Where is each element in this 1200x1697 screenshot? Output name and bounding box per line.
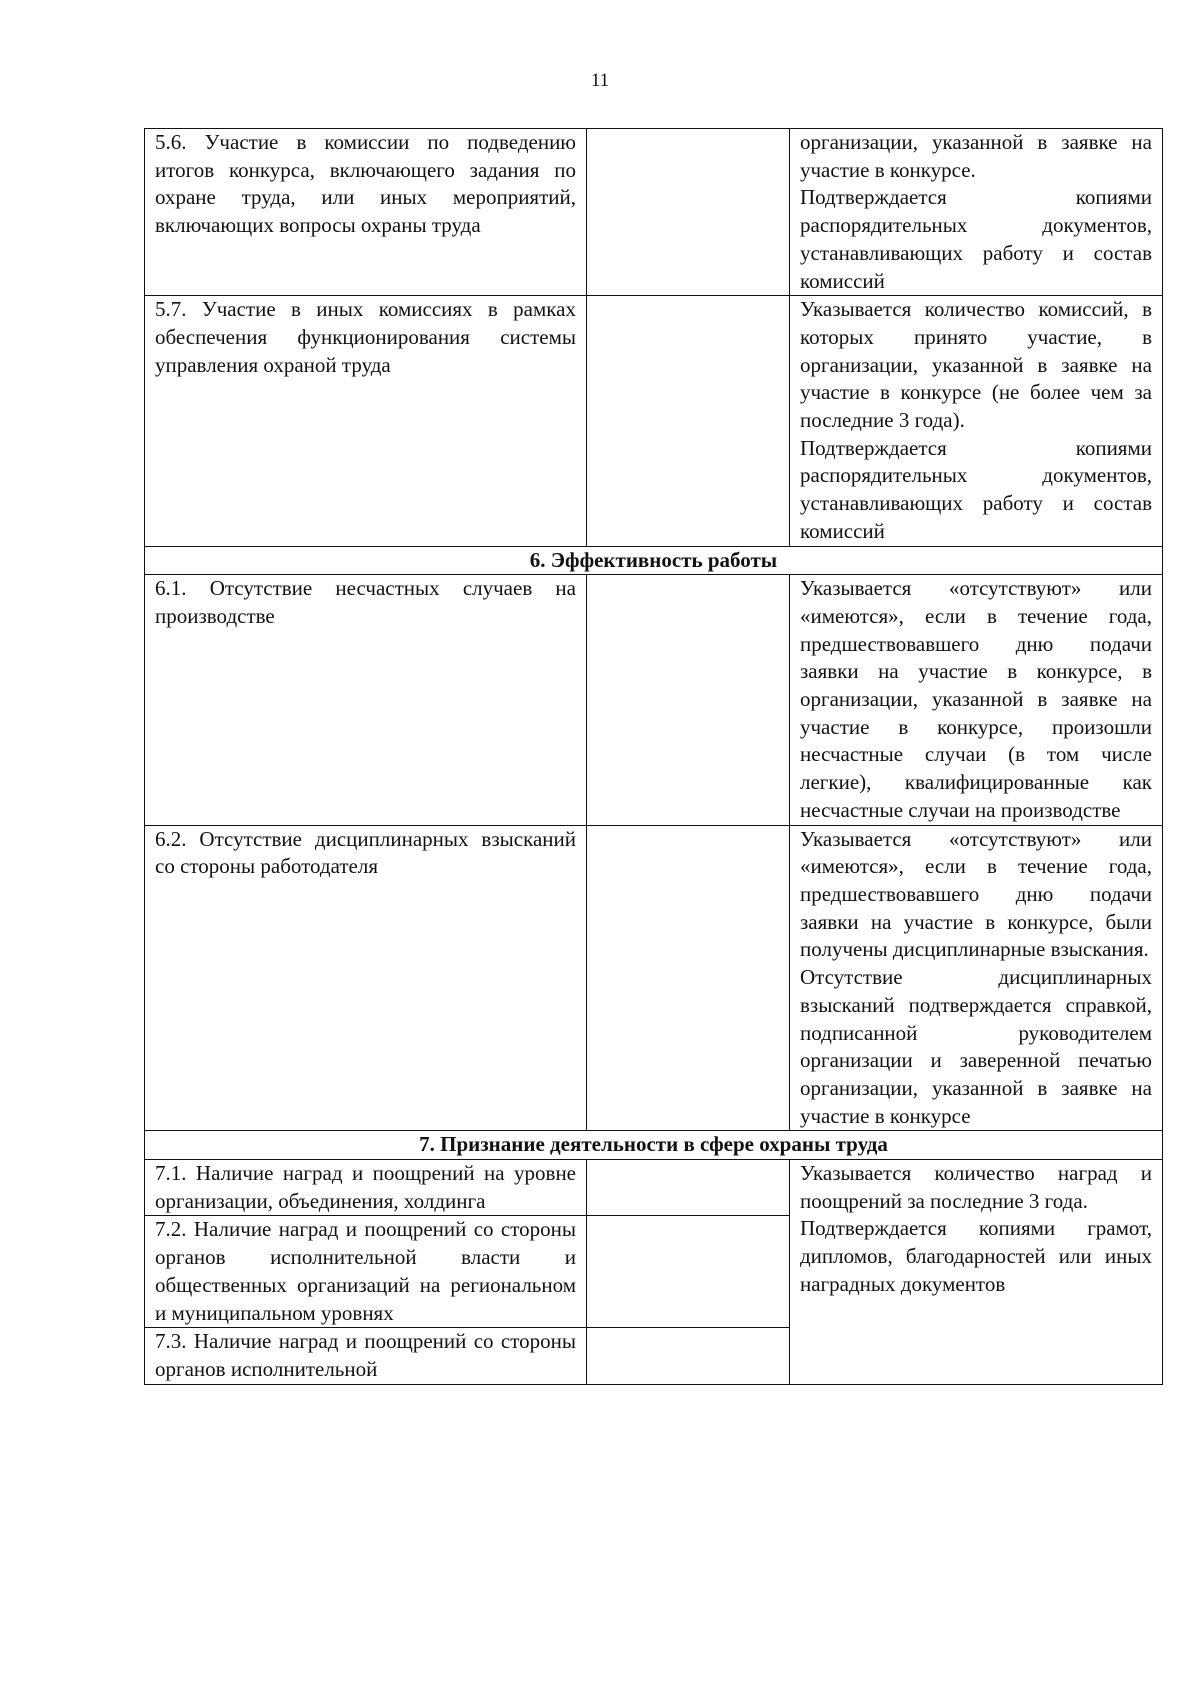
section-heading-row: [145, 546, 1163, 575]
table-row: [145, 296, 1163, 546]
table-row: [145, 1160, 1163, 1216]
page-number: 11: [590, 70, 610, 91]
criterion-cell: 5.7. Участие в иных комиссиях в рамках обеспечения функционирования системы управления охраной труда: [145, 296, 587, 546]
note-paragraph: Подтверждается копиями распорядительных документов, устанавливающих работу и состав комиссий: [800, 185, 1152, 293]
note-cell: [790, 1160, 1163, 1385]
value-cell: [587, 1328, 790, 1384]
value-cell: [587, 1160, 790, 1216]
value-cell: [587, 575, 790, 825]
note-paragraph: Подтверждается копиями распорядительных документов, устанавливающих работу и состав комиссий: [800, 435, 1152, 543]
note-cell: [790, 129, 1163, 296]
criterion-cell: 5.6. Участие в комиссии по подведению итогов конкурса, включающего задания по охране труда, или иных мероприятий, включающих вопросы охраны труда: [145, 129, 587, 296]
criterion-cell: 6.2. Отсутствие дисциплинарных взысканий со стороны работодателя: [145, 825, 587, 1131]
value-cell: [587, 1216, 790, 1328]
section-heading: 7. Признание деятельности в сфере охраны труда: [145, 1131, 1163, 1160]
note-cell: [790, 575, 1163, 825]
note-cell: [790, 296, 1163, 546]
note-paragraph: организации, указанной в заявке на участие в конкурсе.: [800, 130, 1152, 182]
value-cell: [587, 825, 790, 1131]
table-row: [145, 129, 1163, 296]
criterion-cell: 7.3. Наличие наград и поощрений со стороны органов исполнительной: [145, 1328, 587, 1384]
table-row: [145, 575, 1163, 825]
note-paragraph: Указывается количество наград и поощрений за последние 3 года.: [800, 1161, 1152, 1213]
note-paragraph: Указывается количество комиссий, в которых принято участие, в организации, указанной в заявке на участие в конкурсе (не более чем за последние 3 года).: [800, 297, 1152, 433]
table-row: [145, 825, 1163, 1131]
note-paragraph: Отсутствие дисциплинарных взысканий подтверждается справкой, подписанной руководителем организации и заверенной печатью организации, указанной в заявке на участие в конкурсе: [800, 965, 1152, 1128]
section-heading-row: [145, 1131, 1163, 1160]
criterion-cell: 7.1. Наличие наград и поощрений на уровне организации, объединения, холдинга: [145, 1160, 587, 1216]
note-paragraph: Подтверждается копиями грамот, дипломов, благодарностей или иных наградных документов: [800, 1216, 1152, 1296]
criterion-cell: 6.1. Отсутствие несчастных случаев на производстве: [145, 575, 587, 825]
section-heading: 6. Эффективность работы: [145, 546, 1163, 575]
value-cell: [587, 129, 790, 296]
value-cell: [587, 296, 790, 546]
note-paragraph: Указывается «отсутствуют» или «имеются», если в течение года, предшествовавшего дню подачи заявки на участие в конкурсе, в организации, указанной в заявке на участие в конкурсе, произошли несчастные случаи (в том числе легкие), квалифицированные как несчастные случаи на производстве: [800, 576, 1152, 822]
criteria-table: [144, 128, 1163, 1385]
note-cell: [790, 825, 1163, 1131]
note-paragraph: Указывается «отсутствуют» или «имеются», если в течение года, предшествовавшего дню подачи заявки на участие в конкурсе, были получены дисциплинарные взыскания.: [800, 826, 1152, 962]
criterion-cell: 7.2. Наличие наград и поощрений со стороны органов исполнительной власти и общественных организаций на региональном и муниципальном уровнях: [145, 1216, 587, 1328]
